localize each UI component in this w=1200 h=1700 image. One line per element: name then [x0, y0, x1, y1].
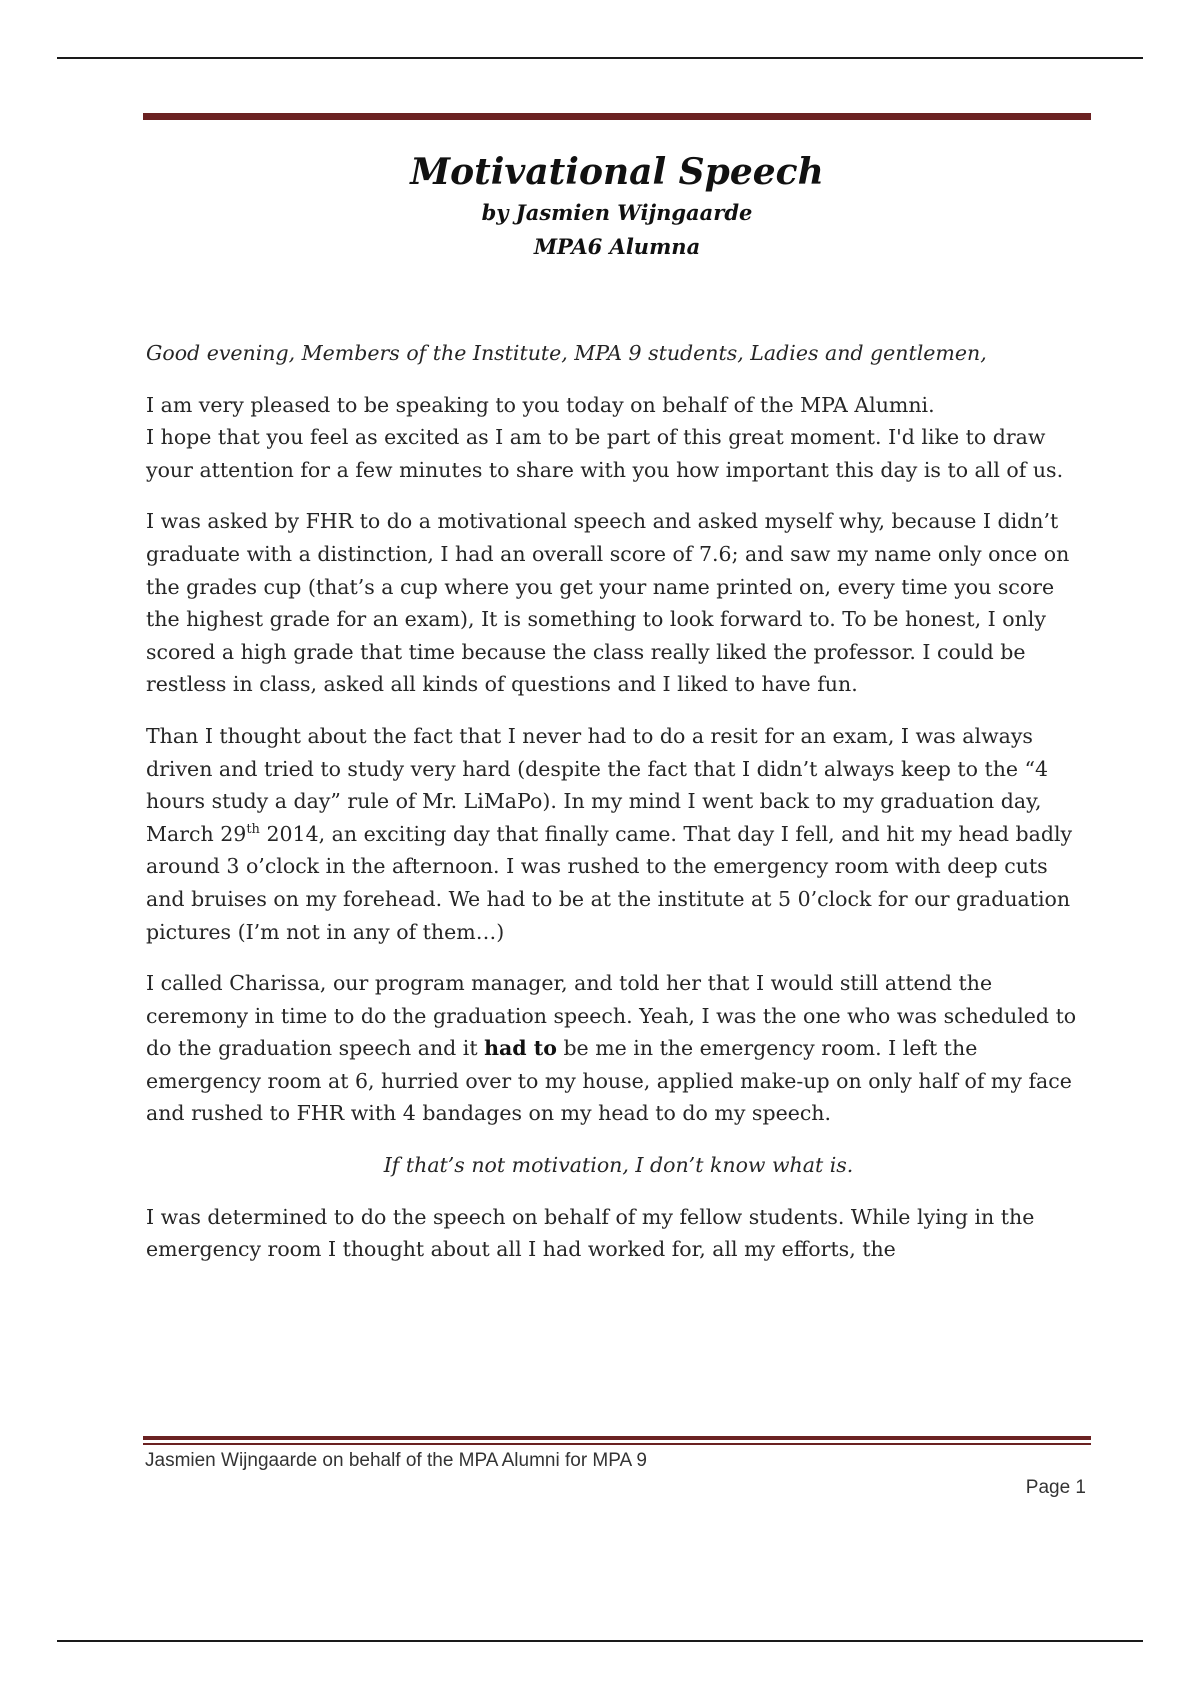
footer-accent-bar-thin [143, 1443, 1091, 1445]
paragraph-4-text-a: I called Charissa, our program manager, and told her that I would still attend the ceremony in time to do the graduation speech. Yeah, I was the one who was scheduled to do the graduation speech and it [146, 971, 1077, 1061]
document-author-role: MPA6 Alumna [533, 234, 701, 259]
paragraph-4-text-b: be me in the emergency room. I left the emergency room at 6, hurried over to my house, applied make-up on only half of my face and rushed to FHR with 4 bandages on my head to do my speech. [146, 1036, 1072, 1126]
paragraph-3-text-a: Than I thought about the fact that I never had to do a resit for an exam, I was always driven and tried to study very hard (despite the fact that I didn’t always keep to the “4 hours study a day” rule of Mr. LiMaPo). In my mind I went back to my graduation day, March 29 [146, 723, 1049, 846]
page-top-rule [57, 57, 1143, 59]
page-bottom-rule [57, 1640, 1143, 1642]
title-block [143, 148, 1091, 264]
speech-paragraph-5: I was determined to do the speech on behalf of my fellow students. While lying in the emergency room I thought about all I had worked for, all my efforts, the [146, 1204, 1035, 1262]
speech-body [146, 337, 1091, 1285]
paragraph-4-emphasis: had to [484, 1036, 557, 1061]
paragraph-3-text-b: 2014, an exciting day that finally came. That day I fell, and hit my head badly around 3 o’clock in the afternoon. I was rushed to the emergency room with deep cuts and bruises on my forehead. We had to be at the institute at 5 0’clock for our graduation pictures (I’m not in any of them…) [146, 821, 1073, 944]
speech-paragraph-2: I was asked by FHR to do a motivational speech and asked myself why, because I didn’t graduate with a distinction, I had an overall score of 7.6; and saw my name only once on the grades cup (that’s a cup where you get your name printed on, every time you score the highest grade for an exam), It is something to look forward to. To be honest, I only scored a high grade that time because the class really liked the professor. I could be restless in class, asked all kinds of questions and I liked to have fun. [146, 509, 1070, 697]
page-number: Page 1 [1025, 1477, 1086, 1498]
speech-quote: If that’s not motivation, I don’t know what is. [383, 1153, 854, 1178]
footer-accent-bar-thick [143, 1436, 1091, 1440]
speech-greeting: Good evening, Members of the Institute, MPA 9 students, Ladies and gentlemen, [146, 341, 987, 365]
footer-attribution: Jasmien Wijngaarde on behalf of the MPA Alumni for MPA 9 [145, 1450, 647, 1471]
document-title: Motivational Speech [410, 151, 824, 193]
ordinal-suffix: th [246, 821, 260, 837]
header-accent-bar [143, 113, 1091, 120]
speech-paragraph-1 [146, 389, 1091, 487]
paragraph-1-line-1: I am very pleased to be speaking to you today on behalf of the MPA Alumni. [146, 392, 935, 417]
document-byline: by Jasmien Wijngaarde [481, 200, 753, 225]
speech-paragraph-4 [146, 967, 1091, 1130]
paragraph-1-rest: I hope that you feel as excited as I am to be part of this great moment. I'd like to draw your attention for a few minutes to share with you how important this day is to all of us. [146, 425, 1064, 482]
speech-paragraph-3 [146, 720, 1091, 948]
